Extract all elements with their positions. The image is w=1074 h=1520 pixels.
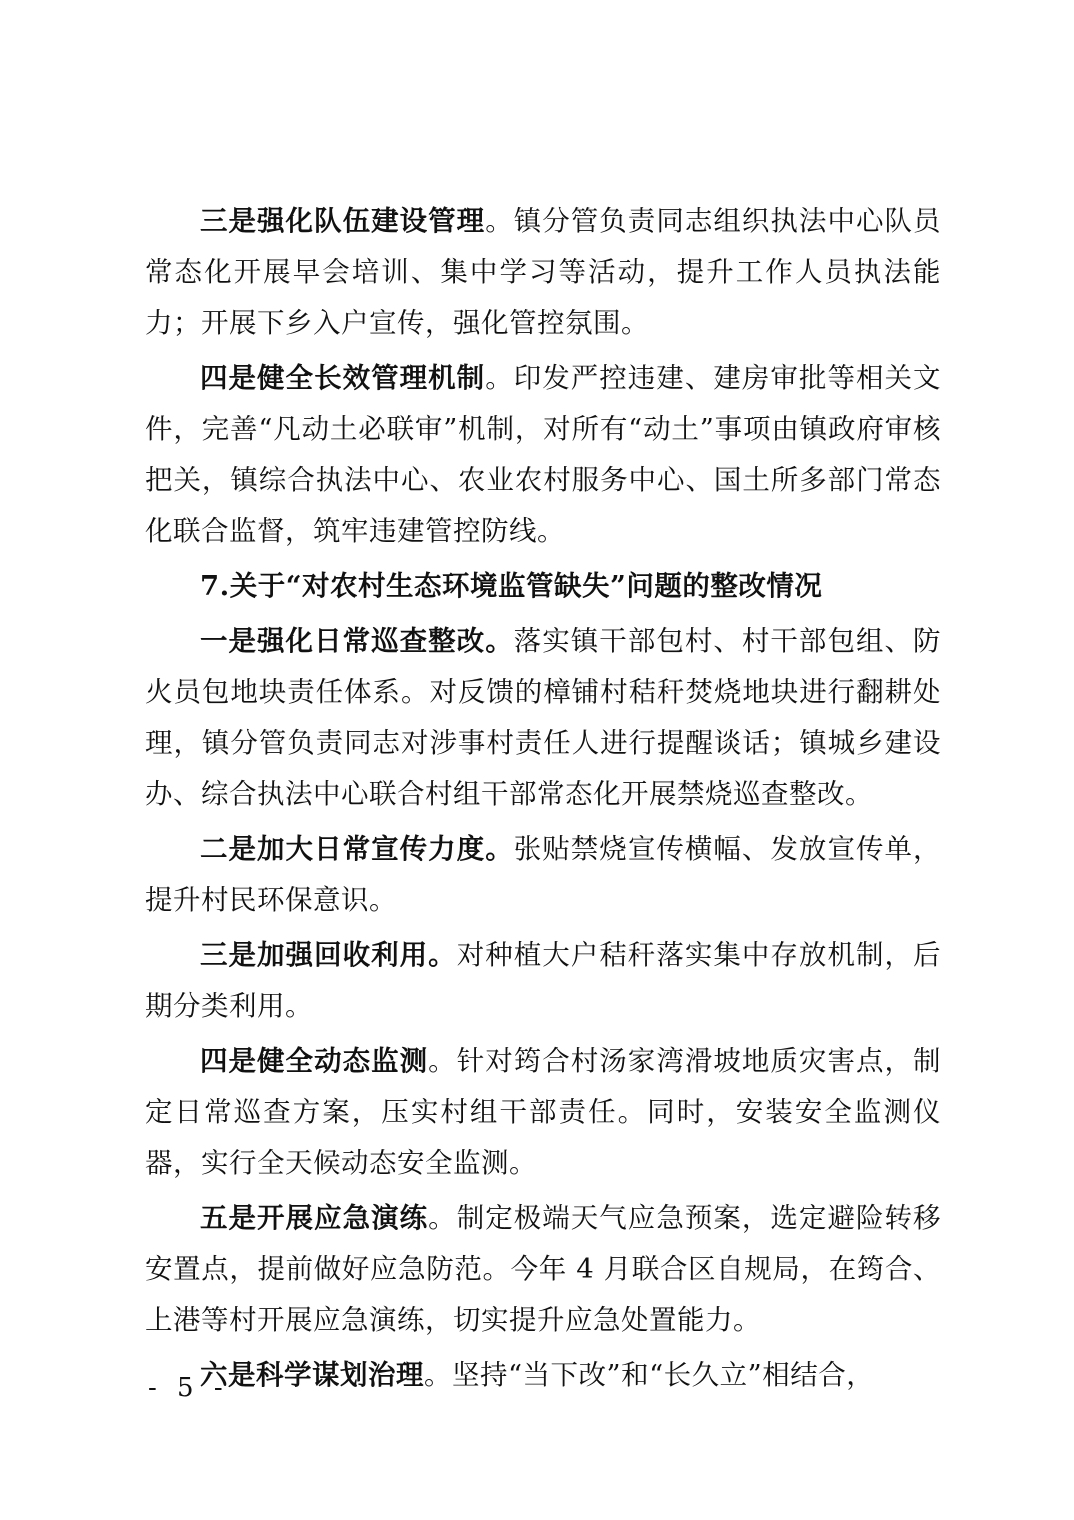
paragraph-text: 。坚持“当下改”和“长久立”相结合，: [424, 1359, 875, 1391]
paragraph-text: 张贴禁烧宣传横幅、发放宣传单，提升村民环保意识。: [145, 833, 942, 916]
paragraph-long-term-mechanism: [145, 353, 941, 557]
paragraph-lead: 四是健全动态监测: [200, 1045, 429, 1077]
paragraph-daily-inspection: [145, 616, 941, 820]
paragraph-recycling: [145, 930, 941, 1032]
paragraph-team-management: [145, 196, 941, 349]
paragraph-text: 。制定极端天气应急预案，选定避险转移安置点，提前做好应急防范。今年 4 月联合区自规局，在筠合、上港等村开展应急演练，切实提升应急处置能力。: [145, 1202, 942, 1336]
paragraph-lead: 二是加大日常宣传力度。: [200, 833, 514, 865]
section-heading-7: 7.关于“对农村生态环境监管缺失”问题的整改情况: [200, 570, 823, 602]
paragraph-lead: 一是强化日常巡查整改。: [200, 625, 514, 657]
document-body: [145, 196, 941, 1405]
paragraph-text: 落实镇干部包村、村干部包组、防火员包地块责任体系。对反馈的樟铺村秸秆焚烧地块进行翻耕处理，镇分管负责同志对涉事村责任人进行提醒谈话；镇城乡建设办、综合执法中心联合村组干部常态化开展禁烧巡查整改。: [145, 625, 942, 810]
paragraph-emergency-drill: [145, 1193, 941, 1346]
paragraph-scientific-governance: [145, 1350, 941, 1401]
paragraph-lead: 三是加强回收利用。: [200, 939, 457, 971]
paragraph-text: 对种植大户秸秆落实集中存放机制，后期分类利用。: [145, 939, 942, 1022]
paragraph-lead: 四是健全长效管理机制: [200, 362, 486, 394]
paragraph-dynamic-monitoring: [145, 1036, 941, 1189]
paragraph-lead: 三是强化队伍建设管理: [200, 205, 486, 237]
page-number: - 5 -: [148, 1373, 229, 1403]
paragraph-text: 。针对筠合村汤家湾滑坡地质灾害点，制定日常巡查方案，压实村组干部责任。同时，安装安全监测仪器，实行全天候动态安全监测。: [145, 1045, 942, 1179]
paragraph-lead: 六是科学谋划治理: [200, 1359, 424, 1391]
paragraph-text: 。印发严控违建、建房审批等相关文件，完善“凡动土必联审”机制，对所有“动土”事项由镇政府审核把关，镇综合执法中心、农业农村服务中心、国土所多部门常态化联合监督，筑牢违建管控防线。: [145, 362, 942, 547]
paragraph-publicity: [145, 824, 941, 926]
paragraph-text: 。镇分管负责同志组织执法中心队员常态化开展早会培训、集中学习等活动，提升工作人员执法能力；开展下乡入户宣传，强化管控氛围。: [145, 205, 942, 339]
paragraph-lead: 五是开展应急演练: [200, 1202, 429, 1234]
